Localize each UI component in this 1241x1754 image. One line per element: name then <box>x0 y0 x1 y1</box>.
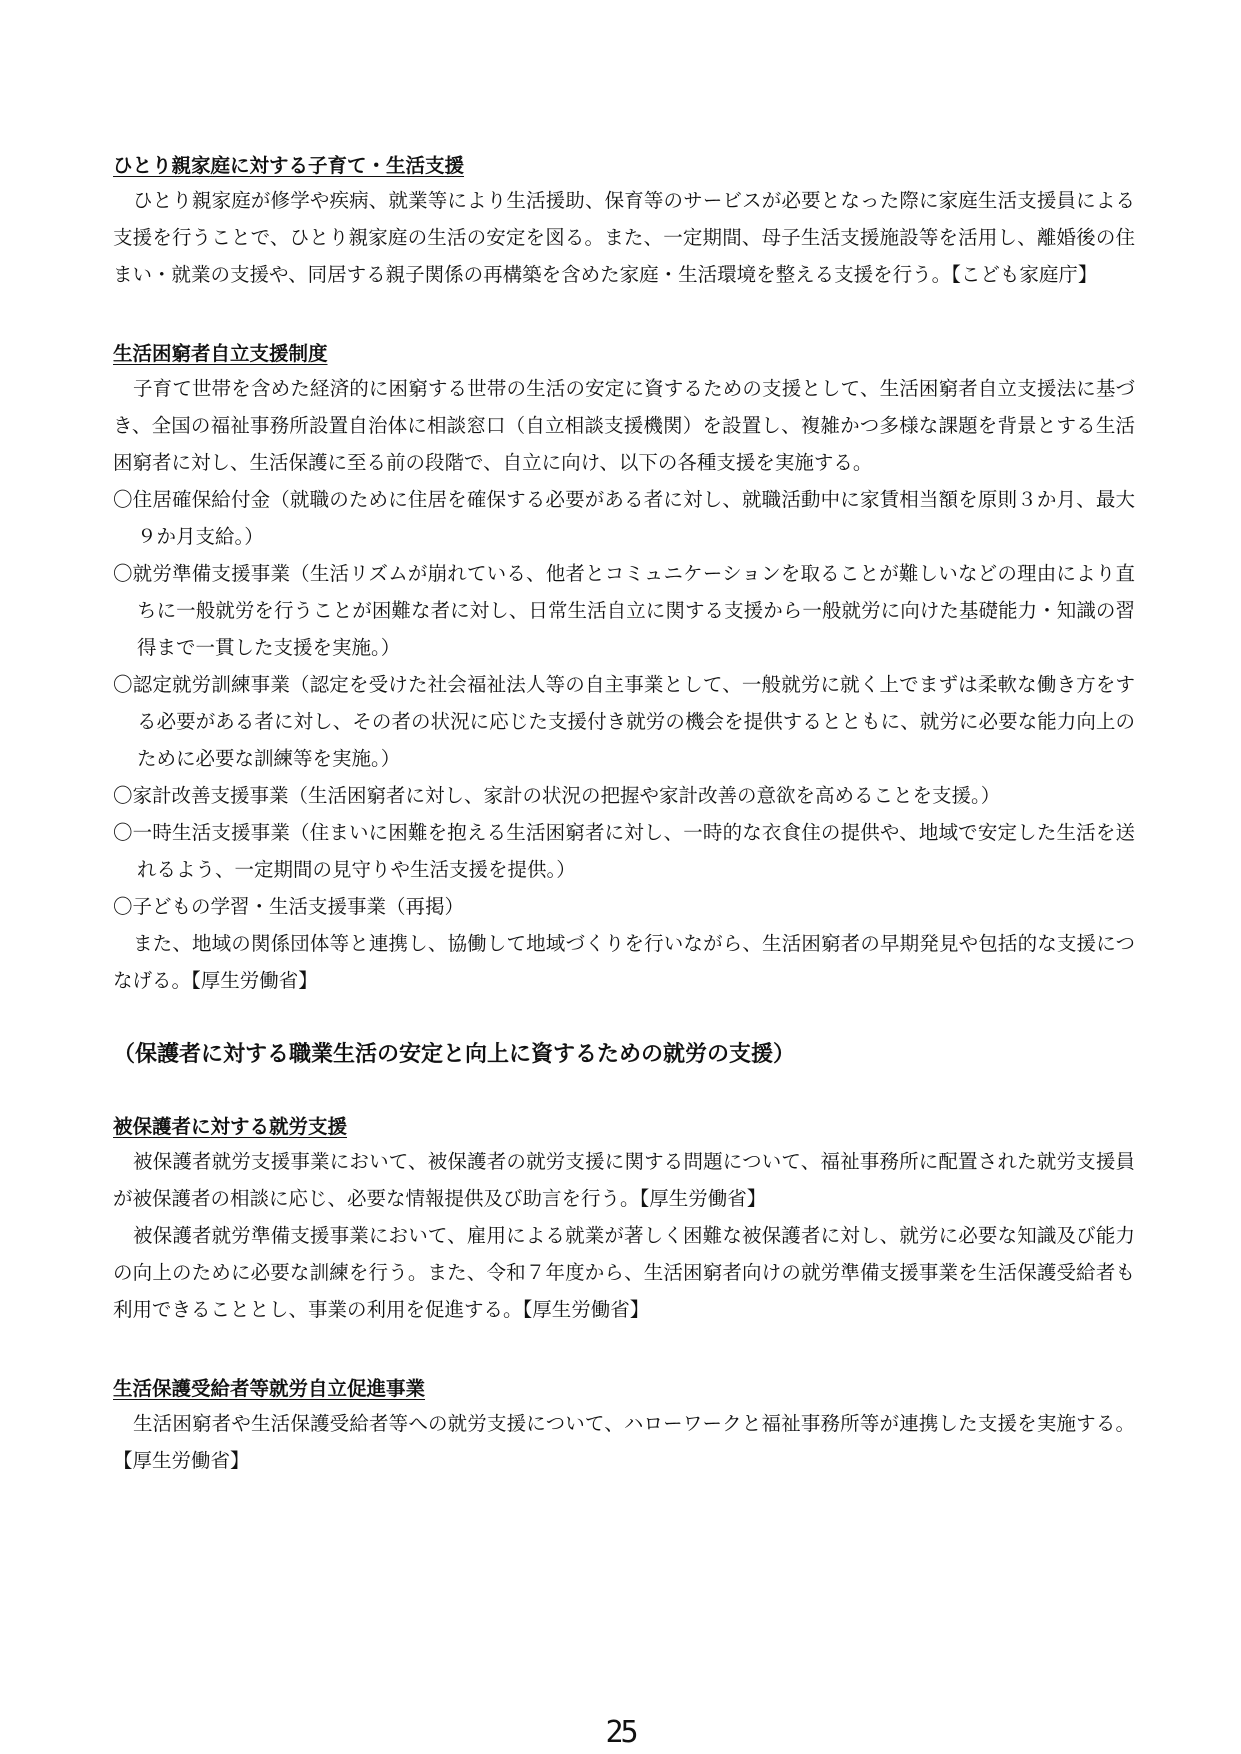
list-item-housing-benefit: 〇住居確保給付金（就職のために住居を確保する必要がある者に対し、就職活動中に家賃相当額を原則３か月、最大９か月支給。） <box>113 488 1135 548</box>
major-heading: （保護者に対する職業生活の安定と向上に資するための就労の支援） <box>113 1042 796 1067</box>
list-item-certified-training: 〇認定就労訓練事業（認定を受けた社会福祉法人等の自主事業として、一般就労に就く上でまずは柔軟な働き方をする必要がある者に対し、その者の状況に応じた支援付き就労の機会を提供するとともに、就労に必要な能力向上のために必要な訓練等を実施。） <box>113 673 1135 770</box>
spacer <box>113 293 1135 338</box>
spacer <box>113 1073 1135 1111</box>
section-title-self-reliance-system: 生活困窮者自立支援制度 <box>113 342 328 365</box>
paragraph-self-reliance-intro: 子育て世帯を含めた経済的に困窮する世帯の生活の安定に資するための支援として、生活困窮者自立支援法に基づき、全国の福祉事務所設置自治体に相談窓口（自立相談支援機関）を設置し、複雑かつ多様な課題を背景とする生活困窮者に対し、生活保護に至る前の段階で、自立に向け、以下の各種支援を実施する。 <box>113 377 1135 474</box>
paragraph-welfare-employment-2: 被保護者就労準備支援事業において、雇用による就業が著しく困難な被保護者に対し、就労に必要な知識及び能力の向上のために必要な訓練を行う。また、令和７年度から、生活困窮者向けの就労準備支援事業を生活保護受給者も利用できることとし、事業の利用を促進する。【厚生労働省】 <box>113 1224 1135 1321</box>
list-item-child-learning: 〇子どもの学習・生活支援事業（再掲） <box>113 895 465 918</box>
section-title-welfare-recipient-employment: 被保護者に対する就労支援 <box>113 1115 348 1138</box>
paragraph-self-reliance-closing: また、地域の関係団体等と連携し、協働して地域づくりを行いながら、生活困窮者の早期発見や包括的な支援につなげる。【厚生労働省】 <box>113 932 1135 992</box>
spacer <box>113 1328 1135 1373</box>
section-title-single-parent-support: ひとり親家庭に対する子育て・生活支援 <box>113 154 465 177</box>
page-number: 25 <box>605 1715 636 1750</box>
paragraph-welfare-employment-1: 被保護者就労支援事業において、被保護者の就労支援に関する問題について、福祉事務所に配置された就労支援員が被保護者の相談に応じ、必要な情報提供及び助言を行う。【厚生労働省】 <box>113 1150 1135 1210</box>
paragraph-employment-promotion: 生活困窮者や生活保護受給者等への就労支援について、ハローワークと福祉事務所等が連携した支援を実施する。【厚生労働省】 <box>113 1412 1135 1472</box>
list-item-household-budget: 〇家計改善支援事業（生活困窮者に対し、家計の状況の把握や家計改善の意欲を高めることを支援。） <box>113 784 1001 807</box>
list-item-temporary-living: 〇一時生活支援事業（住まいに困難を抱える生活困窮者に対し、一時的な衣食住の提供や、地域で安定した生活を送れるよう、一定期間の見守りや生活支援を提供。） <box>113 821 1135 881</box>
spacer <box>113 999 1135 1037</box>
section-title-employment-promotion: 生活保護受給者等就労自立促進事業 <box>113 1377 426 1400</box>
paragraph-single-parent-support: ひとり親家庭が修学や疾病、就業等により生活援助、保育等のサービスが必要となった際に家庭生活支援員による支援を行うことで、ひとり親家庭の生活の安定を図る。また、一定期間、母子生活支援施設等を活用し、離婚後の住まい・就業の支援や、同居する親子関係の再構築を含めた家庭・生活環境を整える支援を行う。【こども家庭庁】 <box>113 189 1135 286</box>
list-item-employment-preparation: 〇就労準備支援事業（生活リズムが崩れている、他者とコミュニケーションを取ることが難しいなどの理由により直ちに一般就労を行うことが困難な者に対し、日常生活自立に関する支援から一般就労に向けた基礎能力・知識の習得まで一貫した支援を実施。） <box>113 562 1135 659</box>
document-body <box>113 150 1135 1479</box>
